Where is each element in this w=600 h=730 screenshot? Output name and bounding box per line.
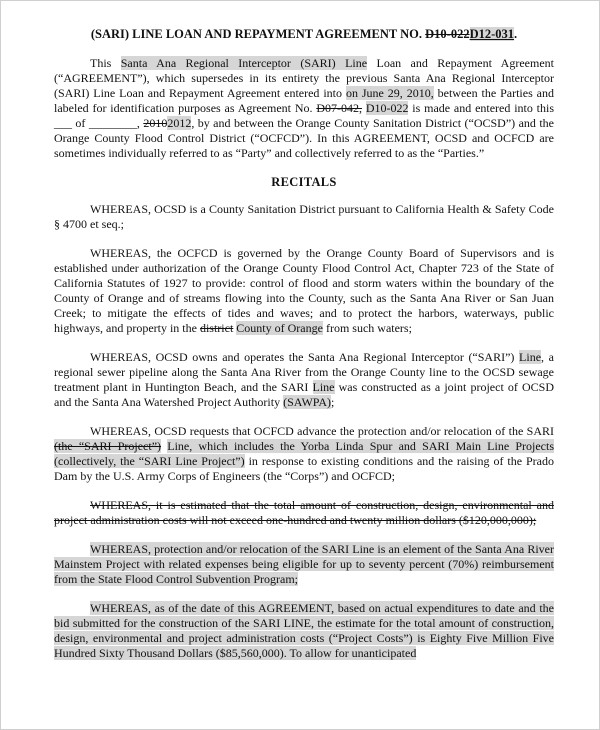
whereas5-deleted-text: WHEREAS, it is estimated that the total amount of construction, design, environmental and project administration costs will not exceed one-hundred and twenty million dollars ($120,000,000); — [54, 498, 554, 527]
intro-highlight-2: on June 29, 2010, — [345, 86, 434, 100]
recitals-heading: RECITALS — [271, 175, 337, 189]
whereas3-text-3: was constructed as a joint project of OCSD and the Santa Ana Watershed Project Authority — [54, 380, 554, 409]
title-inserted-number: D12-031 — [469, 27, 515, 41]
whereas4-text-3: in response to existing conditions and the raising of the Prado Dam by the U.S. Army Corps of Engineers (the “Corps”) and OCFCD; — [54, 454, 555, 483]
whereas2-highlight-1: County of Orange — [236, 321, 323, 335]
whereas3-highlight-2: Line — [312, 380, 335, 394]
whereas-paragraph-2 — [54, 246, 554, 336]
intro-text-6: , by and between the Orange County Sanitation District (“OCSD”) and the Orange County Flood Control District (“OCFCD”). In this AGREEMENT, OCSD and OCFCD are sometimes individually referred to as “Party” and collectively referred to as the “Parties.” — [54, 116, 555, 160]
whereas-paragraph-1: WHEREAS, OCSD is a County Sanitation District pursuant to California Health & Safety Code § 4700 et seq.; — [54, 202, 554, 231]
whereas3-text-2: , a regional sewer pipeline along the Santa Ana River from the Orange County line to the OCSD sewage treatment plant in Huntington Beach, and the SARI — [54, 350, 554, 394]
whereas4-highlight-1: Line, which includes the Yorba Linda Spur and SARI Main Line Projects (collectively, the “SARI Line Project”) — [54, 439, 554, 468]
intro-text-5: is made and entered into this ___ of ________, — [54, 101, 555, 130]
title-text: (SARI) LINE LOAN AND REPAYMENT AGREEMENT NO. — [90, 27, 426, 41]
intro-deleted-2: 2010 — [143, 116, 168, 130]
agreement-title — [54, 27, 554, 42]
intro-deleted-1: D07-042, — [316, 101, 362, 115]
intro-text-2: Loan and Repayment Agreement (“AGREEMENT”), which supersedes in its entirety the previous Santa Ana Regional Interceptor (SARI) Line Loan and Repayment Agreement entered into — [54, 56, 554, 100]
whereas3-text-4: ; — [331, 395, 335, 409]
document-body — [54, 27, 554, 675]
intro-highlight-3: D10-022 — [365, 101, 409, 115]
whereas2-text-3: from such waters; — [322, 321, 412, 335]
whereas4-text-1: WHEREAS, OCSD requests that OCFCD advance the protection and/or relocation of the SARI — [90, 424, 554, 438]
intro-paragraph — [54, 56, 554, 161]
whereas-paragraph-5 — [54, 498, 554, 528]
whereas3-highlight-1: Line — [519, 350, 542, 364]
whereas2-text-1: WHEREAS, the OCFCD is governed by the Orange County Board of Supervisors and is established under authorization of the Orange County Flood Control Act, Chapter 723 of the State of California Statutes of 1927 to provide: control of flood and storm waters within the boundary of the County of Orange and of streams flowing into the County, such as the Santa Ana River or San Juan Creek; to mitigate the effects of tides and waves; and to protect the harbors, waterways, public highways, and property in the — [54, 246, 554, 335]
whereas3-text-1: WHEREAS, OCSD owns and operates the Santa Ana Regional Interceptor (“SARI”) — [90, 350, 520, 364]
title-suffix: . — [514, 27, 518, 41]
intro-text-1: This — [90, 56, 121, 70]
title-deleted-number: D10-022 — [425, 27, 470, 41]
whereas6-highlighted-text: WHEREAS, protection and/or relocation of the SARI Line is an element of the Santa Ana River Mainstem Project with related expenses being eligible for up to seventy percent (70%) reimbursement from the State Flood Control Subvention Program; — [54, 542, 554, 586]
intro-text-3: between the Parties and labeled for identification purposes as Agreement No. — [54, 86, 555, 115]
whereas-paragraph-3 — [54, 350, 554, 410]
whereas-paragraph-7 — [54, 601, 554, 661]
whereas7-highlighted-text: WHEREAS, as of the date of this AGREEMENT, based on actual expenditures to date and the bid submitted for the construction of the SARI LINE, the estimate for the total amount of construction, design, environmental and project administration costs (“Project Costs”) is Eighty Five Million Five Hundred Sixty Thousand Dollars ($85,560,000). To allow for unanticipated — [54, 601, 554, 660]
whereas3-highlight-3: (SAWPA) — [283, 395, 332, 409]
intro-highlight-4: 2012 — [167, 116, 192, 130]
intro-highlight-1: Santa Ana Regional Interceptor (SARI) Line — [120, 56, 368, 70]
whereas-paragraph-4 — [54, 424, 554, 484]
whereas4-deleted-1: (the “SARI Project”) — [54, 439, 162, 453]
whereas2-deleted-1: district — [199, 321, 234, 335]
whereas-paragraph-6 — [54, 542, 554, 587]
